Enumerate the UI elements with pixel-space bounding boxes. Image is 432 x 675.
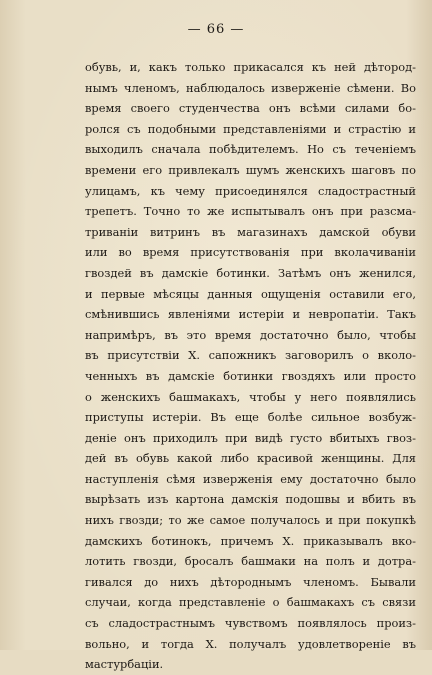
text-line: выходилъ сначала побѣдителемъ. Но съ теченіемъ: [85, 142, 416, 157]
text-line: дамскихъ ботинокъ, причемъ Х. приказывалъ вко-: [85, 533, 416, 548]
text-line: гивался до нихъ дѣтороднымъ членомъ. Бывали: [85, 574, 416, 589]
text-line: въ присутствіи Х. сапожникъ заговорилъ о вколо-: [85, 348, 416, 363]
text-line: улицамъ, къ чему присоединялся сладострастный: [85, 183, 416, 198]
text-line: наступленія сѣмя изверженія ему достаточно было: [85, 471, 416, 486]
body-text: [85, 57, 416, 675]
text-line: случаи, когда представленіе о башмакахъ съ связи: [85, 595, 416, 610]
text-line: съ сладострастнымъ чувствомъ появлялось произ-: [85, 616, 416, 631]
text-line: времени его привлекалъ шумъ женскихъ шаговъ по: [85, 162, 416, 177]
text-line: о женскихъ башмакахъ, чтобы у него появлялись: [85, 389, 416, 404]
text-line: или во время присутствованія при вколачиваніи: [85, 245, 416, 260]
text-line: приступы истеріи. Въ еще болѣе сильное возбуж-: [85, 410, 416, 425]
text-line: трепетъ. Точно то же испытывалъ онъ при разсма-: [85, 204, 416, 219]
text-line: деніе онъ приходилъ при видѣ густо вбитыхъ гвоз-: [85, 430, 416, 445]
text-line: обувь, и, какъ только прикасался къ ней дѣтород-: [85, 60, 416, 74]
text-line: дей въ обувь какой либо красивой женщины. Для: [85, 451, 416, 466]
text-line: вольно, и тогда Х. получалъ удовлетвореніе въ: [85, 636, 416, 651]
text-line: гвоздей въ дамскіе ботинки. Затѣмъ онъ женился,: [85, 265, 416, 280]
text-line: и первые мѣсяцы данныя ощущенія оставили его,: [85, 286, 416, 301]
page-number: — 66 —: [187, 22, 245, 37]
text-line: смѣнившись явленіями истеріи и невропатіи. Такъ: [85, 307, 416, 322]
text-line: ролся съ подобными представленіями и страстію и: [85, 121, 416, 136]
text-line: вырѣзать изъ картона дамскія подошвы и вбить въ: [85, 492, 416, 507]
text-line: триваніи витринъ въ магазинахъ дамской обуви: [85, 224, 416, 239]
text-line: ченныхъ въ дамскіе ботинки гвоздяхъ или просто: [85, 368, 416, 383]
text-line: мастурбаціи.: [85, 657, 164, 672]
text-line: напримѣръ, въ это время достаточно было, чтобы: [85, 327, 416, 342]
text-line: нымъ членомъ, наблюдалось изверженіе сѣмени. Во: [85, 80, 416, 95]
text-line: время своего студенчества онъ всѣми силами бо-: [85, 101, 416, 116]
text-line: нихъ гвозди; то же самое получалось и при покупкѣ: [85, 513, 416, 528]
text-line: лотить гвозди, бросалъ башмаки на полъ и дотра-: [85, 554, 416, 569]
